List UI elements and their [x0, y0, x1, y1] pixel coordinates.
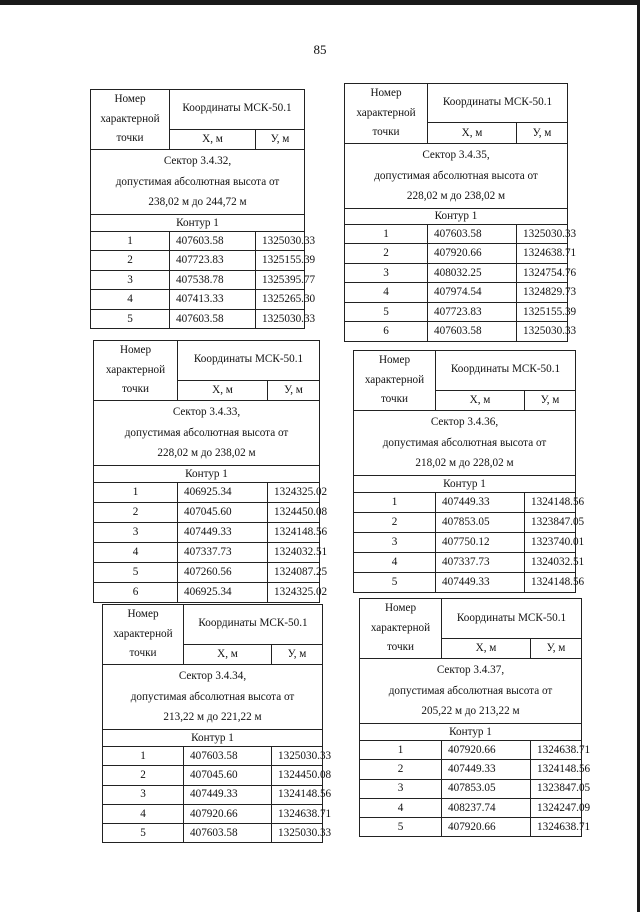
y-column-header: У, м: [268, 380, 320, 400]
x-coordinate-cell: 407920.66: [442, 740, 531, 759]
point-number-cell: 3: [94, 522, 178, 542]
x-coordinate-cell: 406925.34: [178, 482, 268, 502]
y-coordinate-cell: 1323847.05: [531, 779, 582, 798]
table-row: [91, 290, 305, 310]
point-number-header: Номер характерной точки: [94, 341, 178, 401]
table-row: [354, 492, 576, 512]
sector-description: [91, 149, 305, 214]
point-number-cell: 3: [103, 785, 184, 804]
x-coordinate-cell: 407603.58: [184, 824, 272, 843]
table-row: [354, 532, 576, 552]
y-coordinate-cell: 1324087.25: [268, 562, 320, 582]
y-coordinate-cell: 1324148.56: [268, 522, 320, 542]
x-coordinate-cell: 407449.33: [178, 522, 268, 542]
point-number-header: Номер характерной точки: [91, 90, 170, 150]
x-coordinate-cell: 407853.05: [436, 512, 525, 532]
y-coordinate-cell: 1323740.01: [525, 532, 576, 552]
point-number-header: Номер характерной точки: [345, 84, 428, 144]
table-row: [103, 804, 323, 823]
table-row: [91, 309, 305, 329]
table-row: [360, 760, 582, 779]
sector-height-range: 228,02 м до 238,02 м: [157, 447, 256, 460]
point-number-cell: 5: [360, 818, 442, 837]
x-column-header: X, м: [184, 644, 272, 664]
sector-height-range: 238,02 м до 244,72 м: [148, 196, 247, 209]
x-coordinate-cell: 407260.56: [178, 562, 268, 582]
x-coordinate-cell: 407603.58: [170, 309, 256, 329]
sector-title: Сектор 3.4.33,: [172, 405, 241, 418]
x-coordinate-cell: 407603.58: [184, 746, 272, 765]
point-number-header: Номер характерной точки: [103, 605, 184, 665]
sector-title: Сектор 3.4.35,: [422, 148, 490, 161]
y-coordinate-cell: 1325265.30: [256, 290, 305, 310]
coordinates-header: Координаты МСК-50.1: [436, 351, 576, 391]
sector-title: Сектор 3.4.32,: [163, 154, 232, 167]
table-row: [360, 740, 582, 759]
x-coordinate-cell: 407449.33: [436, 572, 525, 592]
y-coordinate-cell: 1324638.71: [517, 244, 568, 264]
table-row: [103, 824, 323, 843]
y-coordinate-cell: 1324754.76: [517, 263, 568, 283]
x-column-header: X, м: [170, 129, 256, 149]
table-row: [345, 263, 568, 283]
table-row: [91, 251, 305, 271]
point-number-cell: 2: [94, 502, 178, 522]
table-row: [360, 818, 582, 837]
sector-height-range: 213,22 м до 221,22 м: [163, 711, 262, 724]
x-coordinate-cell: 407413.33: [170, 290, 256, 310]
y-coordinate-cell: 1325155.39: [256, 251, 305, 271]
sector-height-label: допустимая абсолютная высота от: [124, 426, 289, 439]
y-coordinate-cell: 1324148.56: [525, 572, 576, 592]
point-number-cell: 6: [345, 322, 428, 342]
table-row: [345, 244, 568, 264]
y-coordinate-cell: 1324325.02: [268, 482, 320, 502]
contour-label: Контур 1: [345, 208, 568, 224]
y-coordinate-cell: 1324829.73: [517, 283, 568, 303]
table-row: [360, 779, 582, 798]
y-column-header: У, м: [256, 129, 305, 149]
table-row: [103, 746, 323, 765]
y-column-header: У, м: [272, 644, 323, 664]
y-coordinate-cell: 1324450.08: [268, 502, 320, 522]
x-coordinate-cell: 407920.66: [442, 818, 531, 837]
contour-label: Контур 1: [354, 475, 576, 492]
y-coordinate-cell: 1325030.33: [272, 746, 323, 765]
point-number-cell: 2: [91, 251, 170, 271]
table-row: [91, 231, 305, 251]
point-number-cell: 1: [354, 492, 436, 512]
table-row: [345, 302, 568, 322]
sector-description: [103, 664, 323, 729]
coordinates-header: Координаты МСК-50.1: [428, 84, 568, 123]
coordinates-header: Координаты МСК-50.1: [184, 605, 323, 645]
x-coordinate-cell: 408237.74: [442, 798, 531, 817]
x-coordinate-cell: 407723.83: [428, 302, 517, 322]
point-number-cell: 3: [354, 532, 436, 552]
sector-height-range: 218,02 м до 228,02 м: [415, 457, 514, 470]
point-number-cell: 5: [94, 562, 178, 582]
contour-label: Контур 1: [94, 465, 320, 482]
x-coordinate-cell: 407045.60: [178, 502, 268, 522]
sector-description: [345, 143, 568, 208]
table-row: [94, 542, 320, 562]
x-coordinate-cell: 407337.73: [178, 542, 268, 562]
table-row: [354, 512, 576, 532]
point-number-cell: 3: [91, 270, 170, 290]
x-coordinate-cell: 407603.58: [428, 322, 517, 342]
x-coordinate-cell: 406925.34: [178, 582, 268, 602]
point-number-cell: 5: [354, 572, 436, 592]
x-coordinate-cell: 407449.33: [442, 760, 531, 779]
coordinates-header: Координаты МСК-50.1: [178, 341, 320, 381]
page-number: 85: [313, 42, 327, 57]
point-number-header: Номер характерной точки: [360, 599, 442, 659]
point-number-cell: 4: [94, 542, 178, 562]
contour-label: Контур 1: [91, 214, 305, 231]
y-coordinate-cell: 1324638.71: [272, 804, 323, 823]
sector-height-label: допустимая абсолютная высота от: [388, 684, 553, 697]
table-row: [345, 283, 568, 303]
point-number-cell: 4: [345, 283, 428, 303]
y-coordinate-cell: 1323847.05: [525, 512, 576, 532]
y-coordinate-cell: 1324638.71: [531, 818, 582, 837]
x-coordinate-cell: 407603.58: [170, 231, 256, 251]
x-coordinate-cell: 407449.33: [436, 492, 525, 512]
table-row: [94, 482, 320, 502]
y-coordinate-cell: 1324032.51: [525, 552, 576, 572]
coordinates-table-2: [344, 83, 577, 342]
y-coordinate-cell: 1324148.56: [525, 492, 576, 512]
x-coordinate-cell: 407920.66: [184, 804, 272, 823]
table-row: [360, 798, 582, 817]
y-coordinate-cell: 1324032.51: [268, 542, 320, 562]
y-coordinate-cell: 1325155.39: [517, 302, 568, 322]
x-coordinate-cell: 407750.12: [436, 532, 525, 552]
sector-height-label: допустимая абсолютная высота от: [115, 175, 280, 188]
point-number-cell: 1: [360, 740, 442, 759]
table-row: [94, 582, 320, 602]
coordinates-header: Координаты МСК-50.1: [442, 599, 582, 639]
point-number-cell: 1: [91, 231, 170, 251]
y-coordinate-cell: 1324148.56: [272, 785, 323, 804]
sector-description: [94, 400, 320, 465]
x-coordinate-cell: 407723.83: [170, 251, 256, 271]
x-coordinate-cell: 407449.33: [184, 785, 272, 804]
table-row: [94, 502, 320, 522]
point-number-cell: 2: [354, 512, 436, 532]
y-coordinate-cell: 1325030.33: [256, 231, 305, 251]
point-number-cell: 2: [103, 766, 184, 785]
y-coordinate-cell: 1325395.77: [256, 270, 305, 290]
x-coordinate-cell: 407920.66: [428, 244, 517, 264]
x-column-header: X, м: [436, 390, 525, 410]
point-number-cell: 5: [91, 309, 170, 329]
y-coordinate-cell: 1324325.02: [268, 582, 320, 602]
sector-height-label: допустимая абсолютная высота от: [374, 169, 538, 182]
table-row: [103, 785, 323, 804]
y-coordinate-cell: 1324148.56: [531, 760, 582, 779]
point-number-cell: 3: [360, 779, 442, 798]
sector-height-label: допустимая абсолютная высота от: [130, 690, 295, 703]
table-row: [354, 552, 576, 572]
point-number-cell: 4: [354, 552, 436, 572]
coordinates-table-4: [353, 350, 585, 593]
point-number-cell: 4: [103, 804, 184, 823]
sector-title: Сектор 3.4.36,: [430, 415, 499, 428]
x-coordinate-cell: 407337.73: [436, 552, 525, 572]
y-column-header: У, м: [517, 123, 568, 143]
point-number-cell: 3: [345, 263, 428, 283]
x-coordinate-cell: 407045.60: [184, 766, 272, 785]
sector-title: Сектор 3.4.34,: [178, 669, 247, 682]
point-number-header: Номер характерной точки: [354, 351, 436, 411]
table-row: [354, 572, 576, 592]
point-number-cell: 2: [345, 244, 428, 264]
x-coordinate-cell: 407603.58: [428, 224, 517, 244]
point-number-cell: 1: [94, 482, 178, 502]
scan-edge-top: [0, 0, 640, 5]
sector-height-label: допустимая абсолютная высота от: [382, 436, 547, 449]
coordinates-table-5: [102, 604, 332, 843]
table-row: [345, 224, 568, 244]
x-coordinate-cell: 407538.78: [170, 270, 256, 290]
contour-label: Контур 1: [360, 723, 582, 740]
point-number-cell: 4: [91, 290, 170, 310]
x-coordinate-cell: 408032.25: [428, 263, 517, 283]
sector-description: [354, 410, 576, 475]
sector-description: [360, 658, 582, 723]
table-row: [103, 766, 323, 785]
point-number-cell: 2: [360, 760, 442, 779]
y-coordinate-cell: 1325030.33: [517, 322, 568, 342]
y-coordinate-cell: 1325030.33: [517, 224, 568, 244]
table-row: [91, 270, 305, 290]
coordinates-table-6: [359, 598, 591, 837]
point-number-cell: 6: [94, 582, 178, 602]
point-number-cell: 4: [360, 798, 442, 817]
x-column-header: X, м: [428, 123, 517, 143]
x-coordinate-cell: 407974.54: [428, 283, 517, 303]
coordinates-table-1: [90, 89, 316, 329]
x-coordinate-cell: 407853.05: [442, 779, 531, 798]
coordinates-table-3: [93, 340, 328, 603]
sector-title: Сектор 3.4.37,: [436, 663, 505, 676]
table-row: [94, 562, 320, 582]
sector-height-range: 205,22 м до 213,22 м: [421, 705, 520, 718]
y-coordinate-cell: 1325030.33: [272, 824, 323, 843]
sector-height-range: 228,02 м до 238,02 м: [406, 190, 506, 203]
y-column-header: У, м: [525, 390, 576, 410]
point-number-cell: 1: [103, 746, 184, 765]
coordinates-header: Координаты МСК-50.1: [170, 90, 305, 130]
y-coordinate-cell: 1324247.09: [531, 798, 582, 817]
y-coordinate-cell: 1324638.71: [531, 740, 582, 759]
x-column-header: X, м: [178, 380, 268, 400]
y-coordinate-cell: 1324450.08: [272, 766, 323, 785]
x-column-header: X, м: [442, 639, 531, 659]
contour-label: Контур 1: [103, 729, 323, 746]
table-row: [94, 522, 320, 542]
point-number-cell: 1: [345, 224, 428, 244]
table-row: [345, 322, 568, 342]
point-number-cell: 5: [345, 302, 428, 322]
y-column-header: У, м: [531, 639, 582, 659]
y-coordinate-cell: 1325030.33: [256, 309, 305, 329]
point-number-cell: 5: [103, 824, 184, 843]
